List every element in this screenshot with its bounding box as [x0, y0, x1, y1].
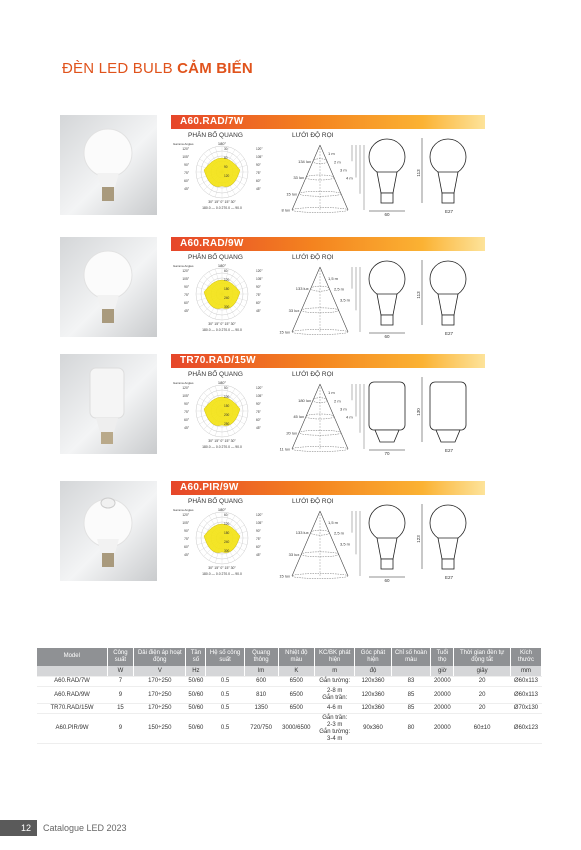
- unit-cell: Hz: [186, 666, 206, 677]
- polar-angle-right: 45°: [256, 187, 261, 191]
- product-title-bar: A60.PIR/9W: [171, 481, 485, 495]
- polar-diagram: [170, 140, 270, 212]
- table-cell: 15: [107, 703, 134, 713]
- dimension-drawing: [365, 133, 490, 218]
- lux-label: 8 lux: [281, 207, 290, 213]
- unit-cell: độ: [355, 666, 391, 677]
- table-header: Nhiệt độ màu: [278, 648, 314, 666]
- lux-label: 180 lux: [298, 397, 311, 403]
- lux-label: 133 lux: [295, 286, 309, 292]
- polar-angle-left: 60°: [184, 301, 189, 305]
- base-type: E27: [444, 209, 454, 214]
- table-cell: 20000: [431, 703, 454, 713]
- polar-angle-right: 45°: [256, 309, 261, 313]
- product-title-bar: TR70.RAD/15W: [171, 354, 485, 368]
- table-cell: 4-6 m: [315, 703, 355, 713]
- polar-angle-left: 75°: [184, 410, 189, 414]
- width-dimension: 60: [384, 578, 390, 583]
- table-header: Dải điện áp hoạt động: [134, 648, 186, 666]
- table-cell: 170÷250: [134, 677, 186, 687]
- illuminance-cone: [260, 262, 370, 337]
- table-cell: 120x360: [355, 703, 391, 713]
- polar-angle-right: 75°: [256, 410, 261, 414]
- table-cell: 20000: [431, 687, 454, 704]
- illuminance-cone: [260, 140, 370, 215]
- table-cell: 2-8 m Gắn trần:: [315, 687, 355, 704]
- table-row: [37, 687, 542, 704]
- table-cell: 20: [454, 703, 511, 713]
- table-cell: 150÷250: [134, 713, 186, 744]
- lux-label: 33 lux: [288, 307, 300, 313]
- distribution-label: PHÂN BỐ QUANG: [188, 498, 243, 505]
- table-header: KC/BK phát hiện: [315, 648, 355, 666]
- bulb-photo: [60, 237, 157, 337]
- table-header: Thời gian đèn tự động tắt: [454, 648, 511, 666]
- polar-angle-left: 75°: [184, 537, 189, 541]
- product-block: [60, 115, 485, 219]
- unit-cell: [206, 666, 244, 677]
- table-row: [37, 713, 542, 744]
- polar-tick-label: 300: [224, 549, 230, 553]
- grid-label: LƯỚI ĐỘ RỌI: [292, 371, 334, 378]
- spec-table: [37, 648, 542, 744]
- table-cell: 50/60: [186, 687, 206, 704]
- table-cell: 6500: [278, 703, 314, 713]
- table-cell: 20: [454, 677, 511, 687]
- polar-angle-right: 120°: [256, 386, 263, 390]
- distribution-label: PHÂN BỐ QUANG: [188, 132, 243, 139]
- polar-legend: 180.0 — 0.0 270.0 — 90.0: [202, 328, 242, 332]
- table-cell: 50/60: [186, 713, 206, 744]
- table-cell: 60±10: [454, 713, 511, 744]
- table-cell: 6500: [278, 677, 314, 687]
- polar-angle-left: 105°: [182, 277, 189, 281]
- dimension-drawing: [365, 255, 490, 340]
- polar-top-angle: 180°: [217, 263, 227, 268]
- unit-cell: giây: [454, 666, 511, 677]
- polar-angle-right: 105°: [256, 521, 263, 525]
- distance-label: 1,5 m: [328, 275, 339, 281]
- polar-tick-label: 240: [224, 540, 230, 544]
- polar-diagram: [170, 379, 270, 451]
- polar-bottom-angles: 30° 15° 0° 15° 30°: [208, 439, 236, 443]
- distance-label: 2 m: [334, 398, 341, 404]
- table-cell: 6500: [278, 687, 314, 704]
- polar-tick-label: 180: [224, 287, 230, 291]
- polar-angle-right: 105°: [256, 155, 263, 159]
- polar-top-angle: 180°: [217, 380, 227, 385]
- distribution-label: PHÂN BỐ QUANG: [188, 371, 243, 378]
- table-cell: 20000: [431, 713, 454, 744]
- polar-top-angle: 180°: [217, 507, 227, 512]
- polar-tick-label: 120: [224, 174, 230, 178]
- table-cell: A60.RAD/9W: [37, 687, 107, 704]
- table-cell: A60.PIR/9W: [37, 713, 107, 744]
- polar-top-angle: 180°: [217, 141, 227, 146]
- table-cell: 0.5: [206, 687, 244, 704]
- unit-cell: m: [315, 666, 355, 677]
- dimension-drawing: [365, 499, 490, 584]
- base-type: E27: [444, 331, 454, 336]
- unit-cell: mm: [510, 666, 541, 677]
- table-cell: 7: [107, 677, 134, 687]
- distance-label: 4 m: [346, 175, 353, 181]
- polar-angle-right: 60°: [256, 301, 261, 305]
- polar-angle-left: 105°: [182, 155, 189, 159]
- table-cell: 170÷250: [134, 687, 186, 704]
- table-cell: 83: [391, 677, 431, 687]
- table-cell: 9: [107, 713, 134, 744]
- polar-angle-right: 75°: [256, 293, 261, 297]
- product-title-bar: A60.RAD/9W: [171, 237, 485, 251]
- polar-bottom-angles: 30° 15° 0° 15° 30°: [208, 322, 236, 326]
- product-block: [60, 354, 485, 458]
- table-cell: Ø60x113: [510, 677, 541, 687]
- table-cell: Gắn tường:: [315, 677, 355, 687]
- polar-angle-right: 120°: [256, 147, 263, 151]
- lux-label: 45 lux: [293, 414, 304, 419]
- distribution-label: PHÂN BỐ QUANG: [188, 254, 243, 261]
- polar-angle-right: 120°: [256, 269, 263, 273]
- lux-label: 15 lux: [279, 573, 290, 579]
- unit-cell: giờ: [431, 666, 454, 677]
- base-type: E27: [444, 448, 454, 453]
- polar-legend: 180.0 — 0.0 270.0 — 90.0: [202, 445, 242, 449]
- lux-label: 11 lux: [279, 446, 290, 452]
- polar-tick-label: 200: [224, 413, 230, 417]
- table-cell: 80: [391, 713, 431, 744]
- distance-label: 3,5 m: [340, 541, 351, 547]
- base-type: E27: [444, 575, 454, 580]
- polar-angle-right: 60°: [256, 418, 261, 422]
- polar-angle-left: 120°: [182, 513, 189, 517]
- polar-angle-right: 90°: [256, 529, 261, 533]
- polar-angle-left: 75°: [184, 171, 189, 175]
- product-block: [60, 237, 485, 341]
- width-dimension: 60: [384, 334, 390, 339]
- table-cell: 170÷250: [134, 703, 186, 713]
- unit-cell: W: [107, 666, 134, 677]
- lux-label: 20 lux: [286, 430, 297, 436]
- table-header: Góc phát hiện: [355, 648, 391, 666]
- polar-angle-right: 105°: [256, 394, 263, 398]
- polar-angle-left: 45°: [184, 553, 189, 557]
- width-dimension: 70: [384, 451, 390, 456]
- table-header: Công suất: [107, 648, 134, 666]
- polar-tick-label: 120: [224, 278, 230, 282]
- polar-angle-left: 75°: [184, 293, 189, 297]
- table-cell: 0.5: [206, 713, 244, 744]
- lux-label: 133 lux: [295, 530, 309, 536]
- polar-angle-right: 45°: [256, 553, 261, 557]
- distance-label: 2,5 m: [334, 530, 345, 536]
- polar-tick-label: 300: [224, 305, 230, 309]
- table-cell: 50/60: [186, 703, 206, 713]
- distance-label: 1 m: [328, 390, 335, 396]
- gamma-label: Gamma Angles: [173, 381, 194, 385]
- polar-angle-left: 60°: [184, 418, 189, 422]
- table-cell: 120x360: [355, 677, 391, 687]
- table-cell: 120x360: [355, 687, 391, 704]
- polar-legend: 180.0 — 0.0 270.0 — 90.0: [202, 206, 242, 210]
- page-number: 12: [0, 820, 37, 836]
- table-header: Tuổi thọ: [431, 648, 454, 666]
- polar-tick-label: 180: [224, 531, 230, 535]
- height-dimension: 130: [416, 408, 421, 416]
- polar-angle-left: 45°: [184, 187, 189, 191]
- polar-angle-right: 120°: [256, 513, 263, 517]
- polar-tick-label: 60: [224, 513, 228, 517]
- table-row: [37, 677, 542, 687]
- polar-angle-left: 90°: [184, 529, 189, 533]
- unit-cell: lm: [244, 666, 278, 677]
- width-dimension: 60: [384, 212, 390, 217]
- unit-cell: [37, 666, 107, 677]
- polar-angle-right: 105°: [256, 277, 263, 281]
- polar-angle-right: 75°: [256, 171, 261, 175]
- table-cell: 720/750: [244, 713, 278, 744]
- table-cell: 0.5: [206, 703, 244, 713]
- unit-cell: K: [278, 666, 314, 677]
- table-header: Hệ số công suất: [206, 648, 244, 666]
- lux-label: 15 lux: [279, 329, 290, 335]
- table-cell: 600: [244, 677, 278, 687]
- polar-angle-right: 90°: [256, 285, 261, 289]
- table-cell: 50/60: [186, 677, 206, 687]
- bulb-photo: [60, 481, 157, 581]
- polar-diagram: [170, 506, 270, 578]
- gamma-label: Gamma Angles: [173, 264, 194, 268]
- polar-tick-label: 120: [224, 522, 230, 526]
- polar-angle-left: 45°: [184, 426, 189, 430]
- table-cell: 20000: [431, 677, 454, 687]
- polar-legend: 180.0 — 0.0 270.0 — 90.0: [202, 572, 242, 576]
- distance-label: 1 m: [328, 151, 335, 157]
- polar-angle-left: 90°: [184, 163, 189, 167]
- lux-label: 33 lux: [293, 175, 304, 180]
- table-header: Tần số: [186, 648, 206, 666]
- height-dimension: 113: [416, 291, 421, 299]
- bulb-photo: [60, 354, 157, 454]
- polar-angle-right: 60°: [256, 545, 261, 549]
- gamma-label: Gamma Angles: [173, 142, 194, 146]
- table-cell: 9: [107, 687, 134, 704]
- table-cell: Ø60x113: [510, 687, 541, 704]
- polar-tick-label: 30: [224, 147, 228, 151]
- unit-cell: V: [134, 666, 186, 677]
- distance-label: 2 m: [334, 159, 341, 165]
- distance-label: 2,5 m: [334, 286, 345, 292]
- table-row: [37, 703, 542, 713]
- dimension-drawing: [365, 372, 490, 457]
- footer-text: Catalogue LED 2023: [43, 823, 127, 833]
- distance-label: 3 m: [340, 406, 347, 412]
- product-block: [60, 481, 485, 585]
- gamma-label: Gamma Angles: [173, 508, 194, 512]
- polar-tick-label: 100: [224, 395, 230, 399]
- table-cell: Gắn trần: 2-3 m Gắn tường: 3-4 m: [315, 713, 355, 744]
- polar-tick-label: 50: [224, 386, 228, 390]
- table-cell: Ø60x123: [510, 713, 541, 744]
- table-header: Chỉ số hoàn màu: [391, 648, 431, 666]
- distance-label: 1,5 m: [328, 519, 339, 525]
- polar-angle-right: 75°: [256, 537, 261, 541]
- height-dimension: 123: [416, 535, 421, 543]
- lux-label: 134 lux: [298, 158, 311, 164]
- table-header: Kích thước: [510, 648, 541, 666]
- table-cell: A60.RAD/7W: [37, 677, 107, 687]
- illuminance-cone: [260, 379, 370, 454]
- table-cell: TR70.RAD/15W: [37, 703, 107, 713]
- polar-bottom-angles: 30° 15° 0° 15° 30°: [208, 200, 236, 204]
- polar-angle-left: 60°: [184, 545, 189, 549]
- polar-bottom-angles: 30° 15° 0° 15° 30°: [208, 566, 236, 570]
- polar-angle-right: 90°: [256, 163, 261, 167]
- polar-angle-left: 105°: [182, 394, 189, 398]
- polar-tick-label: 150: [224, 404, 230, 408]
- grid-label: LƯỚI ĐỘ RỌI: [292, 254, 334, 261]
- table-cell: 85: [391, 687, 431, 704]
- polar-angle-left: 45°: [184, 309, 189, 313]
- grid-label: LƯỚI ĐỘ RỌI: [292, 498, 334, 505]
- height-dimension: 113: [416, 169, 421, 177]
- table-cell: Ø70x130: [510, 703, 541, 713]
- distance-label: 3,5 m: [340, 297, 351, 303]
- table-cell: 0.5: [206, 677, 244, 687]
- product-title-bar: A60.RAD/7W: [171, 115, 485, 129]
- table-cell: 1350: [244, 703, 278, 713]
- table-cell: 90x360: [355, 713, 391, 744]
- table-header: Model: [37, 648, 107, 666]
- table-cell: 20: [454, 687, 511, 704]
- polar-tick-label: 90: [224, 165, 228, 169]
- page-title: ĐÈN LED BULB CẢM BIẾN: [62, 60, 253, 77]
- polar-diagram: [170, 262, 270, 334]
- polar-tick-label: 240: [224, 296, 230, 300]
- table-cell: 810: [244, 687, 278, 704]
- distance-label: 4 m: [346, 414, 353, 420]
- polar-angle-right: 90°: [256, 402, 261, 406]
- table-header: Quang thông: [244, 648, 278, 666]
- polar-angle-left: 90°: [184, 285, 189, 289]
- lux-label: 15 lux: [286, 191, 297, 197]
- polar-angle-left: 120°: [182, 386, 189, 390]
- polar-tick-label: 250: [224, 422, 230, 426]
- polar-tick-label: 60: [224, 156, 228, 160]
- table-cell: 85: [391, 703, 431, 713]
- polar-angle-left: 120°: [182, 269, 189, 273]
- polar-angle-left: 105°: [182, 521, 189, 525]
- illuminance-cone: [260, 506, 370, 581]
- unit-cell: [391, 666, 431, 677]
- polar-angle-left: 120°: [182, 147, 189, 151]
- polar-angle-right: 45°: [256, 426, 261, 430]
- table-cell: 3000/6500: [278, 713, 314, 744]
- polar-angle-left: 90°: [184, 402, 189, 406]
- polar-tick-label: 60: [224, 269, 228, 273]
- polar-angle-right: 60°: [256, 179, 261, 183]
- grid-label: LƯỚI ĐỘ RỌI: [292, 132, 334, 139]
- lux-label: 33 lux: [288, 551, 300, 557]
- bulb-photo: [60, 115, 157, 215]
- distance-label: 3 m: [340, 167, 347, 173]
- polar-angle-left: 60°: [184, 179, 189, 183]
